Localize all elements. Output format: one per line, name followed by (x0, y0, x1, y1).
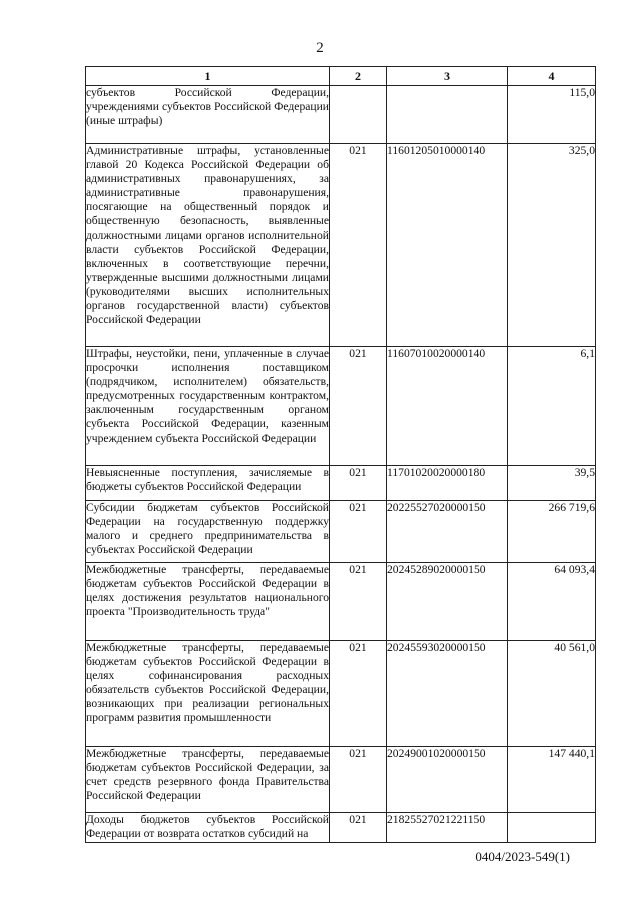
row-kbk-code: 21825527021221150 (387, 813, 508, 843)
row-admin-code: 021 (330, 641, 387, 747)
table-row (86, 466, 596, 501)
row-description: Административные штрафы, установленные главой 20 Кодекса Российской Федерации об административных правонарушениях, за административные правонарушения, посягающие на общественный порядок и общественную безопасность, выявленные должностными лицами органов исполнительной власти субъектов Российской Федерации, включенных в соответствующие перечни, утвержденные высшими должностными лицами (руководителями высших исполнительных органов государственной власти) субъектов Российской Федерации (86, 144, 330, 347)
row-amount (508, 813, 596, 843)
row-kbk-code: 20245593020000150 (387, 641, 508, 747)
row-admin-code: 021 (330, 466, 387, 501)
row-amount: 6,1 (508, 347, 596, 466)
table-row (86, 347, 596, 466)
table-row (86, 563, 596, 641)
row-kbk-code: 20245289020000150 (387, 563, 508, 641)
row-kbk-code: 11607010020000140 (387, 347, 508, 466)
row-description: Штрафы, неустойки, пени, уплаченные в случае просрочки исполнения поставщиком (подрядчиком, исполнителем) обязательств, предусмотренных государственным контрактом, заключенным государственным органом субъекта Российской Федерации, казенным учреждением субъекта Российской Федерации (86, 347, 330, 466)
row-admin-code: 021 (330, 347, 387, 466)
revenue-table (85, 66, 596, 843)
document-number: 0404/2023-549(1) (475, 849, 570, 864)
page-number: 2 (316, 40, 324, 56)
column-header-3: 3 (387, 67, 508, 86)
column-header-1: 1 (86, 67, 330, 86)
row-amount: 266 719,6 (508, 501, 596, 563)
row-amount: 325,0 (508, 144, 596, 347)
row-amount: 40 561,0 (508, 641, 596, 747)
table-row (86, 144, 596, 347)
row-amount: 39,5 (508, 466, 596, 501)
row-kbk-code: 11601205010000140 (387, 144, 508, 347)
row-admin-code: 021 (330, 563, 387, 641)
row-admin-code (330, 86, 387, 144)
row-kbk-code: 20225527020000150 (387, 501, 508, 563)
row-kbk-code (387, 86, 508, 144)
table-row (86, 86, 596, 144)
header-row (86, 67, 596, 86)
row-description: Субсидии бюджетам субъектов Российской Федерации на государственную поддержку малого и среднего предпринимательства в субъектах Российской Федерации (86, 501, 330, 563)
row-description: Межбюджетные трансферты, передаваемые бюджетам субъектов Российской Федерации, за счет средств резервного фонда Правительства Российской Федерации (86, 747, 330, 813)
table-row (86, 747, 596, 813)
row-amount: 147 440,1 (508, 747, 596, 813)
row-description: Межбюджетные трансферты, передаваемые бюджетам субъектов Российской Федерации в целях достижения результатов национального проекта "Производительность труда" (86, 563, 330, 641)
row-description: Межбюджетные трансферты, передаваемые бюджетам субъектов Российской Федерации в целях софинансирования расходных обязательств субъектов Российской Федерации, возникающих при реализации региональных программ развития промышленности (86, 641, 330, 747)
table-row (86, 501, 596, 563)
row-description: Невыясненные поступления, зачисляемые в бюджеты субъектов Российской Федерации (86, 466, 330, 501)
table-row (86, 813, 596, 843)
row-admin-code: 021 (330, 144, 387, 347)
row-amount: 64 093,4 (508, 563, 596, 641)
column-header-2: 2 (330, 67, 387, 86)
row-amount: 115,0 (508, 86, 596, 144)
column-header-4: 4 (508, 67, 596, 86)
row-kbk-code: 20249001020000150 (387, 747, 508, 813)
row-admin-code: 021 (330, 813, 387, 843)
row-admin-code: 021 (330, 501, 387, 563)
table-row (86, 641, 596, 747)
row-kbk-code: 11701020020000180 (387, 466, 508, 501)
row-description: Доходы бюджетов субъектов Российской Федерации от возврата остатков субсидий на (86, 813, 330, 843)
row-description: субъектов Российской Федерации, учреждениями субъектов Российской Федерации (иные штрафы) (86, 86, 330, 144)
row-admin-code: 021 (330, 747, 387, 813)
